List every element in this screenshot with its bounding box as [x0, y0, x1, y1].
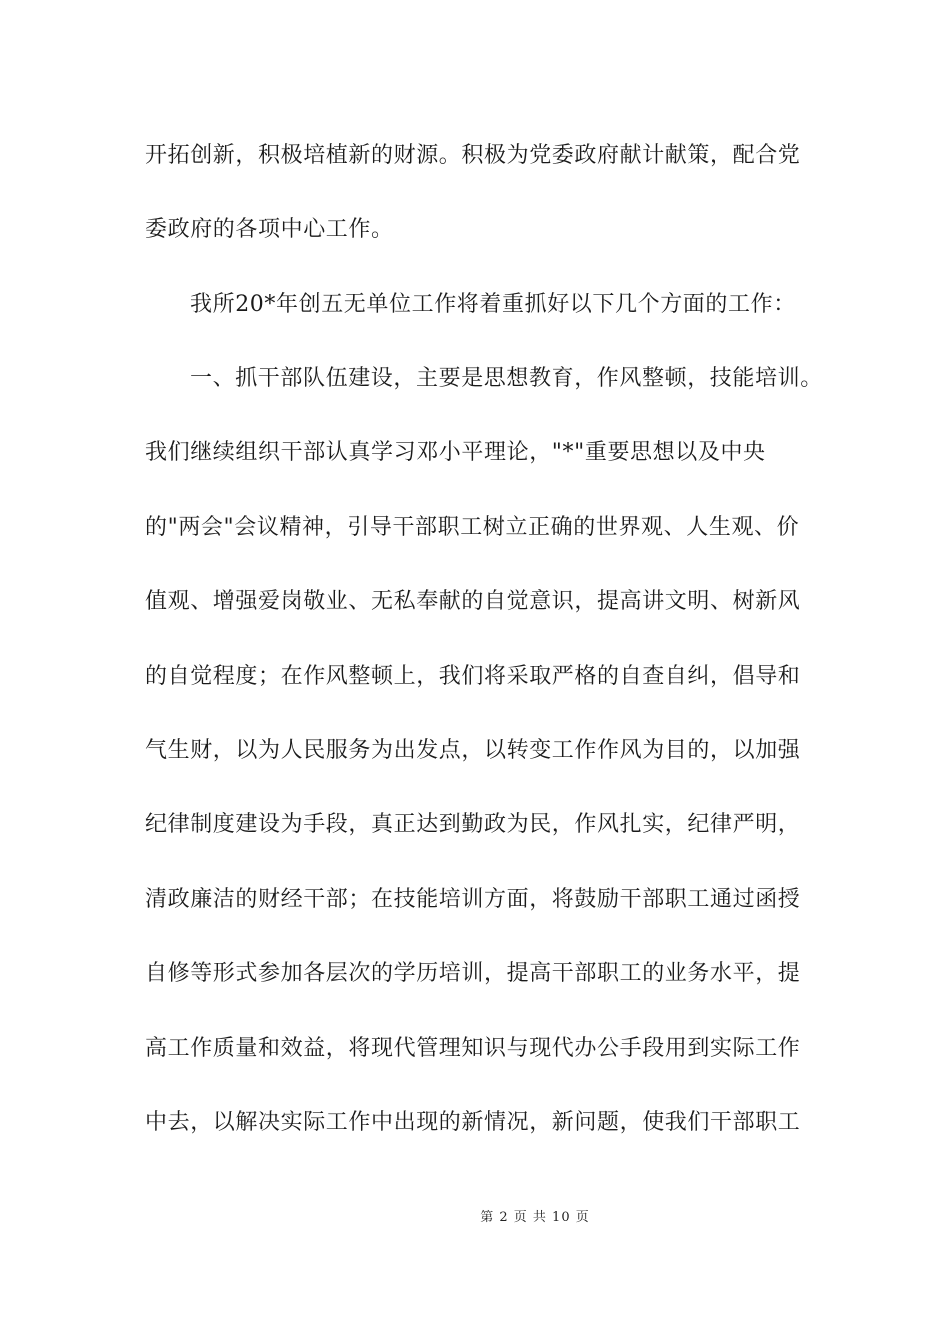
body-line-6: 的"两会"会议精神，引导干部职工树立正确的世界观、人生观、价 [145, 515, 800, 540]
body-line-3: 我所20*年创五无单位工作将着重抓好以下几个方面的工作： [190, 292, 796, 317]
body-line-4: 一、抓干部队伍建设，主要是思想教育，作风整顿，技能培训。 [190, 366, 823, 391]
body-line-7: 值观、增强爱岗敬业、无私奉献的自觉意识，提高讲文明、树新风 [145, 589, 801, 614]
body-line-8: 的自觉程度；在作风整顿上，我们将采取严格的自查自纠，倡导和 [145, 664, 801, 689]
body-line-1: 开拓创新，积极培植新的财源。积极为党委政府献计献策，配合党 [145, 143, 801, 168]
body-line-10: 纪律制度建设为手段，真正达到勤政为民，作风扎实，纪律严明， [145, 812, 801, 837]
body-line-5: 我们继续组织干部认真学习邓小平理论，"*"重要思想以及中央 [145, 440, 766, 465]
body-line-12: 自修等形式参加各层次的学历培训，提高干部职工的业务水平，提 [145, 961, 801, 986]
page-number: 第 2 页 共 10 页 [480, 1210, 590, 1225]
body-line-13: 高工作质量和效益，将现代管理知识与现代办公手段用到实际工作 [145, 1036, 801, 1061]
body-line-9: 气生财，以为人民服务为出发点，以转变工作作风为目的，以加强 [145, 738, 801, 763]
page-footer [0, 1209, 950, 1227]
body-line-2: 委政府的各项中心工作。 [145, 217, 394, 242]
body-line-14: 中去，以解决实际工作中出现的新情况，新问题，使我们干部职工 [145, 1110, 801, 1135]
body-line-11: 清政廉洁的财经干部；在技能培训方面，将鼓励干部职工通过函授 [145, 887, 801, 912]
